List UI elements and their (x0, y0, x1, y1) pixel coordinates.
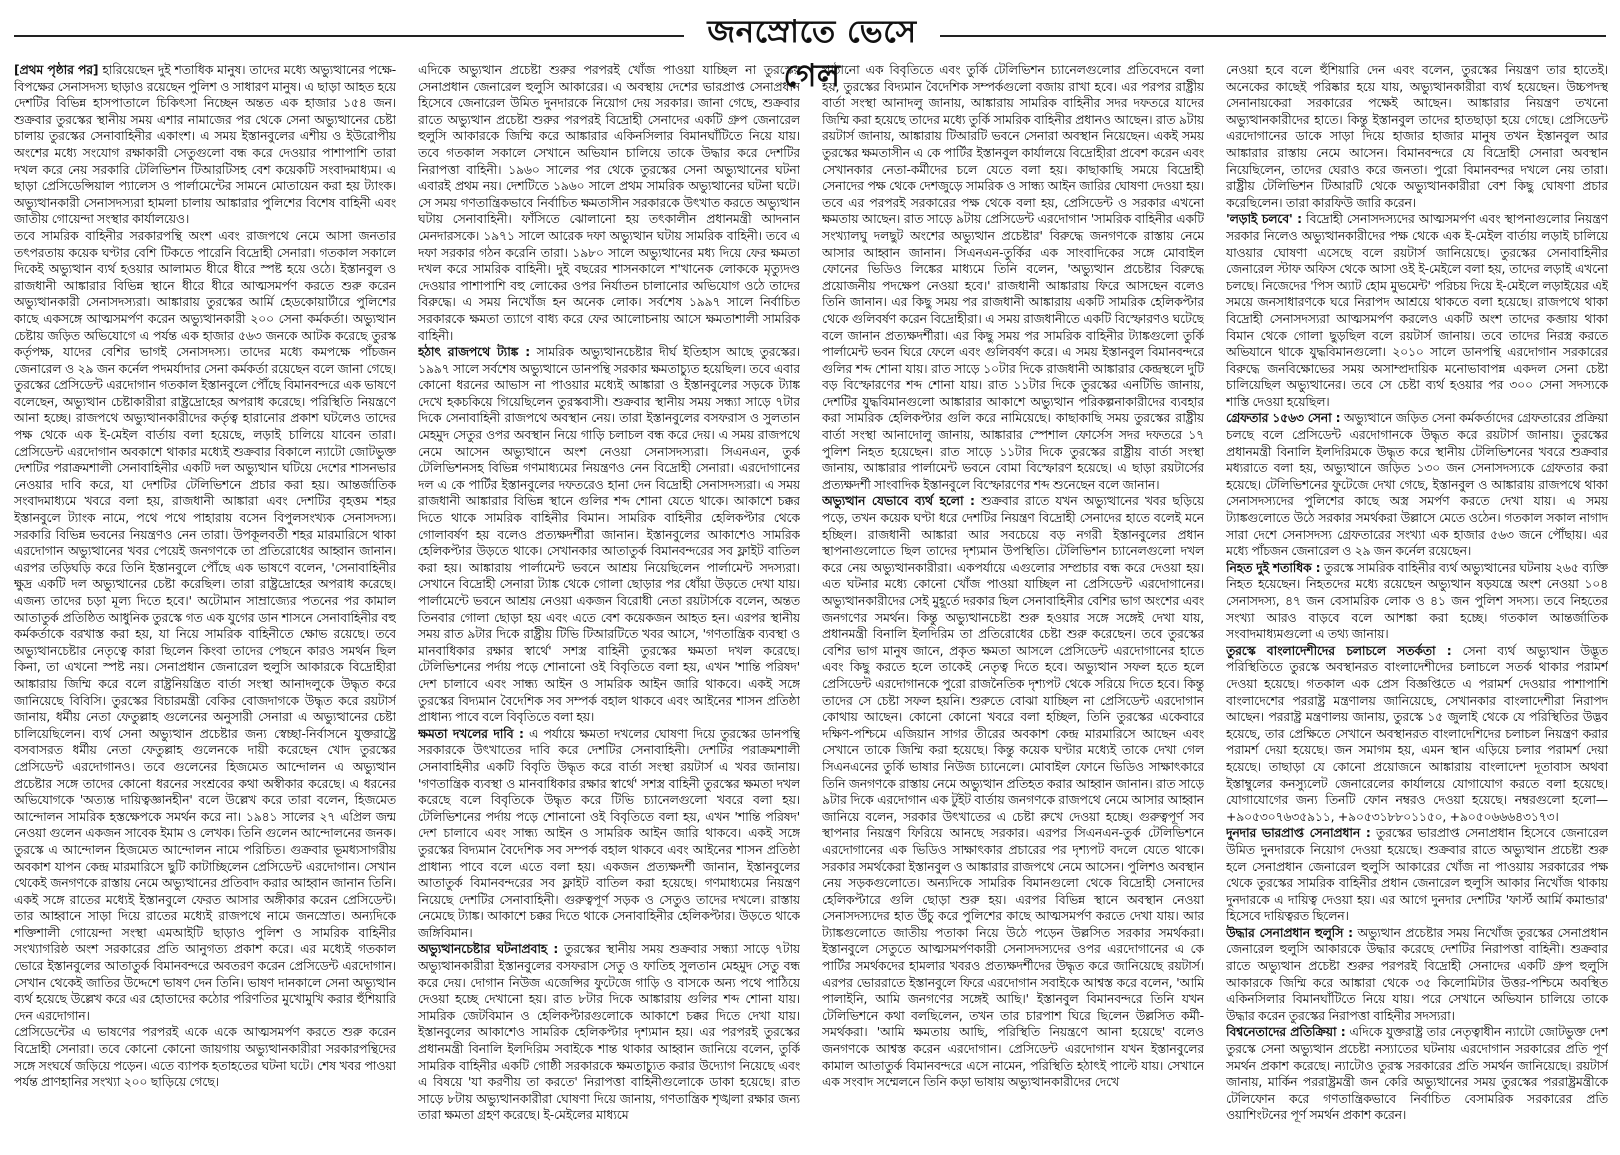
paragraph-text: তুরস্কে সামরিক বাহিনীর ব্যর্থ অভ্যুত্থানের ঘটনায় ২৬৫ ব্যক্তি নিহত হয়েছেন। নিহতদের মধ্যে রয়েছেন অভ্যুত্থান ষড়যন্ত্রে অংশ নেওয়া ১০৪ সেনাসদস্য, ৪৭ জন বেসামরিক লোক ও ৪১ জন পুলিশ সদস্য। তবে নিহতের সংখ্যা আরও বাড়বে বলে আশঙ্কা করা হচ্ছে। গতকাল আন্তর্জাতিক সংবাদমাধ্যমগুলো এ তথ্য জানায়। (1226, 560, 1608, 642)
headline-rule-right (940, 35, 1606, 37)
headline: জনস্রোতে ভেসে গেল (707, 14, 917, 94)
paragraph-text: নেওয়া হবে বলে হুঁশিয়ারি দেন এবং বলেন, তুরস্কের নিয়ন্ত্রণ তার হাতেই। অনেকের কাছেই পরিষ্কার হয়ে যায়, অভ্যুত্থানকারীরা ব্যর্থ হয়েছেন। উচ্চপদস্থ সেনানায়কেরা সরকারের পক্ষেই আছেন। আঙ্কারার নিয়ন্ত্রণ তখনো অভ্যুত্থানকারীদের হাতে। কিন্তু ইস্তানবুল তাদের হাতছাড়া হয়ে গেছে। প্রেসিডেন্ট এরদোগানের ডাকে সাড়া দিয়ে হাজার হাজার মানুষ তখন ইস্তানবুল আর আঙ্কারার রাস্তায় নেমে আসেন। বিমানবন্দরে যে বিদ্রোহী সেনারা অবস্থান নিয়েছিলেন, তাদের ঘেরাও করে জনতা। পুরো বিমানবন্দর দখলে নেয় তারা। রাষ্ট্রীয় টেলিভিশন টিআরটি থেকে অভ্যুত্থানকারীরা বেশ কিছু ঘোষণা প্রচার করেছিলেন। তারা কারফিউ জারি করেন। (1226, 63, 1608, 210)
article-paragraph (1226, 825, 1608, 925)
headline-rule-left (14, 35, 684, 37)
article-column-2 (418, 62, 800, 1150)
article-paragraph (14, 62, 396, 228)
paragraph-subhead: বিশ্বনেতাদের প্রতিক্রিয়া : (1226, 1025, 1346, 1040)
paragraph-text: এদিকে অভ্যুত্থান প্রচেষ্টা শুরুর পরপরই খোঁজ পাওয়া যাচ্ছিল না তুরস্কের সেনাপ্রধান জেনারেল হুলুসি আকারের। এ অবস্থায় দেশের ভারপ্রাপ্ত সেনাপ্রধান হিসেবে জেনারেল উমিত দুনদারকে নিয়োগ দেয় সরকার। জানা গেছে, শুক্রবার রাতে অভ্যুত্থান প্রচেষ্টা শুরুর পরপরই বিদ্রোহী সেনাদের একটি গ্রুপ জেনারেল হুলুসি আকারকে জিম্মি করে আঙ্কারার একিনসিলার বিমানঘাঁটিতে নিয়ে যায়। তবে গতকাল সকালে সেখানে অভিযান চালিয়ে তাকে উদ্ধার করে দেশটির নিরাপত্তা বাহিনী। ১৯৬০ সালের পর থেকে তুরস্কের সেনা অভ্যুত্থানের ঘটনা এবারই প্রথম নয়। দেশটিতে ১৯৬০ সালে প্রথম সামরিক অভ্যুত্থানের ঘটনা ঘটে। সে সময় গণতান্ত্রিকভাবে নির্বাচিত ক্ষমতাসীন সরকারকে উৎখাত করতে অভ্যুত্থান ঘটায় সেনাবাহিনী। ফাঁসিতে ঝোলানো হয় তৎকালীন প্রধানমন্ত্রী আদনান মেনদারসকে। ১৯৭১ সালে আরেক দফা অভ্যুত্থান ঘটায় সামরিক বাহিনী। তবে এ দফা সরকার গঠন করেনি তারা। ১৯৮০ সালে অভ্যুত্থানের মধ্য দিয়ে ফের ক্ষমতা দখল করে সামরিক বাহিনী। দুই বছরের শাসনকালে শ'খানেক লোককে মৃত্যুদণ্ড দেওয়ার পাশাপাশি বহু লোকের ওপর নির্যাতন চালানোর অভিযোগ ওঠে তাদের বিরুদ্ধে। এ সময় নিখোঁজ হন অনেক লোক। সর্বশেষ ১৯৯৭ সালে নির্বাচিত সরকারকে ক্ষমতা ত্যাগে বাধ্য করে ফের আলোচনায় আসে ক্ষমতাশালী সামরিক বাহিনী। (418, 63, 800, 343)
article-paragraph (418, 941, 800, 1124)
paragraph-text: তুরস্কের ভারপ্রাপ্ত সেনাপ্রধান হিসেবে জেনারেল উমিত দুনদারকে নিয়োগ দেওয়া হয়েছে। শুক্রবার রাতে অভ্যুত্থান প্রচেষ্টা শুরু হলে সেনাপ্রধান জেনারেল হুলুসি আকারের খোঁজ না পাওয়ায় সরকারের পক্ষ থেকে তুরস্কের সামরিক বাহিনীর প্রধান জেনারেল হুলুসি আকার নিখোঁজ থাকায় দুনদারকে এ দায়িত্ব দেওয়া হয়। এর আগে দুনদার দেশটির 'ফার্স্ট আর্মি কমান্ডার' হিসেবে দায়িত্বরত ছিলেন। (1226, 826, 1608, 924)
article-paragraph (822, 62, 1204, 493)
paragraph-text: তুরস্কের স্থানীয় সময় শুক্রবার সন্ধ্যা সাড়ে ৭টায় অভ্যুত্থানকারীরা ইস্তানবুলের বসফরাস সেতু ও ফাতিহ সুলতান মেহমুদ সেতু বন্ধ করে দেয়। দোগান নিউজ এজেন্সির ফুটেজে গাড়ি ও বাসকে অন্য পথে পাঠিয়ে দেওয়া হচ্ছে দেখানো হয়। রাত ৮টার দিকে আঙ্কারায় গুলির শব্দ শোনা যায়। সামরিক জেটবিমান ও হেলিকপ্টারগুলোকে আকাশে চক্কর দিতে দেখা যায়। ইস্তানবুলের আকাশেও সামরিক হেলিকপ্টার দৃশ্যমান হয়। এর পরপরই তুরস্কের প্রধানমন্ত্রী বিনালি ইলদিরিম সবাইকে শান্ত থাকার আহ্বান জানিয়ে বলেন, তুর্কি সামরিক বাহিনীর একটি গোষ্ঠী সরকারকে ক্ষমতাচ্যুত করার উদ্যোগ নিয়েছে এবং এ বিষয়ে 'যা করণীয় তা করতে' নিরাপত্তা বাহিনীগুলোকে ডাকা হয়েছে। রাত সাড়ে ৮টায় অভ্যুত্থানকারীরা ঘোষণা দিয়ে জানায়, গণতান্ত্রিক শৃঙ্খলা রক্ষার জন্য তারা ক্ষমতা গ্রহণ করেছে। ই-মেইলের মাধ্যমে (418, 942, 800, 1123)
paragraph-subhead: নিহত দুই শতাধিক : (1226, 560, 1321, 575)
article-column-4 (1226, 62, 1608, 1150)
paragraph-subhead: হঠাৎ রাজপথে ট্যাঙ্ক : (418, 345, 531, 360)
article-columns (14, 62, 1608, 1150)
paragraph-subhead: দুনদার ভারপ্রাপ্ত সেনাপ্রধান : (1226, 826, 1371, 841)
paragraph-subhead: [প্রথম পৃষ্ঠার পর] (14, 63, 99, 77)
article-paragraph (1226, 643, 1608, 826)
paragraph-text: হারিয়েছেন দুই শতাধিক মানুষ। তাদের মধ্যে অভ্যুত্থানের পক্ষে-বিপক্ষের সেনাসদস্য ছাড়াও রয়েছেন পুলিশ ও সাধারণ মানুষ। এ ছাড়া আহত হয়ে দেশটির বিভিন্ন হাসপাতালে চিকিৎসা নিচ্ছেন অন্তত এক হাজার ১৫৪ জন। শুক্রবার তুরস্কের স্থানীয় সময় এশার নামাজের পর থেকে সেনা অভ্যুত্থানের চেষ্টা চালায় তুরস্কের সেনাবাহিনীর একাংশ। এ সময় ইস্তানবুলের এশীয় ও ইউরোপীয় অংশের মধ্যে সংযোগ রক্ষাকারী সেতুগুলো বন্ধ করে দেওয়ার পাশাপাশি তারা দখল করে নেয় সরকারি টেলিভিশন টিআরটিসহ বেশ কয়েকটি সংবাদমাধ্যম। এ ছাড়া প্রেসিডেন্সিয়াল প্যালেস ও পার্লামেন্টের সামনে মোতায়েন করা হয় ট্যাংক। অভ্যুত্থানকারী সেনাসদস্যরা হামলা চালায় আঙ্কারার পুলিশের বিশেষ বাহিনী এবং জাতীয় গোয়েন্দা সংস্থার কার্যালয়েও। (14, 63, 396, 227)
article-paragraph (1226, 560, 1608, 643)
paragraph-text: অভ্যুত্থান প্রচেষ্টার সময় নিখোঁজ তুরস্কের সেনাপ্রধান জেনারেল হুলুসি আকারকে উদ্ধার করেছে দেশটির নিরাপত্তা বাহিনী। শুক্রবার রাতে অভ্যুত্থান প্রচেষ্টা শুরুর পরপরই বিদ্রোহী সেনাদের একটি গ্রুপ হুলুসি আকারকে জিম্মি করে আঙ্কারা থেকে ৩৫ কিলোমিটার উত্তর-পশ্চিমে অবস্থিত একিনসিলার বিমানঘাঁটিতে নিয়ে যায়। পরে সেখানে অভিযান চালিয়ে তাকে উদ্ধার করেন তুরস্কের নিরাপত্তা বাহিনীর সদস্যরা। (1226, 925, 1608, 1023)
paragraph-subhead: উদ্ধার সেনাপ্রধান হুলুসি : (1226, 925, 1353, 940)
paragraph-text: পাঠানো এক বিবৃতিতে এবং তুর্কি টেলিভিশন চ্যানেলগুলোর প্রতিবেদনে বলা হয়, তুরস্কের বিদ্যমান বৈদেশিক সম্পর্কগুলো বজায় রাখা হবে। এর পরপর রাষ্ট্রীয় বার্তা সংস্থা আনাদলু জানায়, আঙ্কারায় সামরিক বাহিনীর সদর দফতরে যাদের জিম্মি করা হয়েছে তাদের মধ্যে তুর্কি সামরিক বাহিনীর প্রধানও আছেন। রাত ৯টায় রয়টার্স জানায়, আঙ্কারায় টিআরটি ভবনে সেনারা অবস্থান নিয়েছেন। একই সময় তুরস্কের ক্ষমতাসীন এ কে পার্টির ইস্তানবুল কার্যালয়ে বিদ্রোহীরা প্রবেশ করেন এবং সেখানকার নেতা-কর্মীদের চলে যেতে বলা হয়। কাছাকাছি সময়ে বিদ্রোহী সেনাদের পক্ষ থেকে দেশজুড়ে সামরিক ও সান্ধ্য আইন জারির ঘোষণা দেওয়া হয়। তবে এর পরপরই সরকারের পক্ষ থেকে বলা হয়, প্রেসিডেন্ট ও সরকার এখনো ক্ষমতায় আছেন। রাত সাড়ে ৯টায় প্রেসিডেন্ট এরদোগান 'সামরিক বাহিনীর একটি সংখ্যালঘু দলছুট অংশের অভ্যুত্থান প্রচেষ্টার' বিরুদ্ধে জনগণকে রাস্তায় নেমে আসার আহ্বান জানান। সিএনএন-তুর্কির এক সাংবাদিকের সঙ্গে মোবাইল ফোনের ভিডিও লিঙ্কের মাধ্যমে তিনি বলেন, 'অভ্যুত্থান প্রচেষ্টার বিরুদ্ধে প্রয়োজনীয় পদক্ষেপ নেওয়া হবে।' রাজধানী আঙ্কারায় ফিরে আসছেন বলেও তিনি জানান। এর কিছু সময় পর রাজধানী আঙ্কারায় একটি সামরিক হেলিকপ্টার থেকে গুলিবর্ষণ করেন বিদ্রোহীরা। এ সময় রাজধানীতে একটি বিস্ফোরণও ঘটেছে বলে জানান প্রত্যক্ষদর্শীরা। এর কিছু সময় পর সামরিক বাহিনীর ট্যাঙ্কগুলো তুর্কি পার্লামেন্ট ভবন ঘিরে ফেলে এবং গুলিবর্ষণ করে। এ সময় ইস্তানবুল বিমানবন্দরে গুলির শব্দ শোনা যায়। রাত সাড়ে ১০টার দিকে রাজধানী আঙ্কারার কেন্দ্রস্থলে দুটি বড় বিস্ফোরণের শব্দ শোনা যায়। রাত ১১টার দিকে তুরস্কের এনটিভি জানায়, দেশটির যুদ্ধবিমানগুলো আঙ্কারার আকাশে অভ্যুত্থান পরিকল্পনাকারীদের ব্যবহার করা সামরিক হেলিকপ্টার গুলি করে নামিয়েছে। কাছাকাছি সময় তুরস্কের রাষ্ট্রীয় বার্তা সংস্থা আনাদোলু জানায়, আঙ্কারার স্পেশাল ফোর্সেস সদর দফতরে ১৭ পুলিশ নিহত হয়েছেন। রাত সাড়ে ১১টার দিকে তুরস্কের রাষ্ট্রীয় বার্তা সংস্থা জানায়, আঙ্কারার পার্লামেন্ট ভবনে বোমা বিস্ফোরণ হয়েছে। এ ছাড়া রয়টার্সের প্রত্যক্ষদর্শী সাংবাদিক ইস্তানবুলে বিস্ফোরণের শব্দ শুনেছেন বলে জানান। (822, 63, 1204, 492)
paragraph-text: অভ্যুত্থানে জড়িত সেনা কর্মকর্তাদের গ্রেফতারের প্রক্রিয়া চলছে বলে প্রেসিডেন্ট এরদোগানকে উদ্ধৃত করে রয়টার্স জানায়। তুরস্কের প্রধানমন্ত্রী বিনালি ইলদিরিমকে উদ্ধৃত করে স্থানীয় টেলিভিশনের খবরে শুক্রবার মধ্যরাতে বলা হয়, অভ্যুত্থানে জড়িত ১৩০ জন সেনাসদস্যকে গ্রেফতার করা হয়েছে। টেলিভিশনের ফুটেজে দেখা গেছে, ইস্তানবুল ও আঙ্কারায় রাজপথে থাকা সেনাসদস্যদের পুলিশের কাছে অস্ত্র সমর্পণ করতে দেখা যায়। এ সময় ট্যাঙ্কগুলোতে উঠে সরকার সমর্থকরা উল্লাসে মেতে ওঠেন। গতকাল সকাল নাগাদ সারা দেশে সেনাসদস্য গ্রেফতারের সংখ্যা এক হাজার ৫৬৩ জনে পৌঁছায়। এর মধ্যে পাঁচজন জেনারেল ও ২৯ জন কর্নেল রয়েছেন। (1226, 411, 1608, 559)
paragraph-text: সামরিক অভ্যুত্থানচেষ্টার দীর্ঘ ইতিহাস আছে তুরস্কের। ১৯৯৭ সালে সর্বশেষ অভ্যুত্থানে ডানপন্থি সরকার ক্ষমতাচ্যুত হয়েছিল। তবে এবার কোনো ধরনের আভাস না পাওয়ার মধ্যেই আঙ্কারা ও ইস্তানবুলের সড়কে ট্যাঙ্ক দেখে হকচকিয়ে গিয়েছিলেন তুরস্কবাসী। শুক্রবার স্থানীয় সময় সন্ধ্যা সাড়ে ৭টার দিকে সেনাবাহিনী রাজপথে অবস্থান নেয়। তারা ইস্তানবুলের বসফরাস ও সুলতান মেহমুদ সেতুর ওপর অবস্থান নিয়ে গাড়ি চলাচল বন্ধ করে দেয়। এ সময় রাজপথে নেমে আসেন অভ্যুত্থানে অংশ নেওয়া সেনাসদস্যরা। সিএনএন, তুর্ক টেলিভিশনসহ বিভিন্ন গণমাধ্যমের নিয়ন্ত্রণও নেন বিদ্রোহী সেনারা। এরদোগানের দল এ কে পার্টির ইস্তানবুলের দফতরেও হানা দেন বিদ্রোহী সেনাসদস্যরা। এ সময় রাজধানী আঙ্কারার বিভিন্ন স্থানে গুলির শব্দ শোনা যেতে থাকে। আকাশে চক্কর দিতে থাকে সামরিক বাহিনীর বিমান। সামরিক বাহিনীর হেলিকপ্টার থেকে গোলাবর্ষণ হয় বলেও প্রত্যক্ষদর্শীরা জানান। ইস্তানবুলের আকাশেও সামরিক হেলিকপ্টার উড়তে থাকে। সেখানকার আতাতুর্ক বিমানবন্দরের সব ফ্লাইট বাতিল করা হয়। আঙ্কারায় পার্লামেন্ট ভবনে আশ্রয় নিয়েছিলেন পার্লামেন্ট সদস্যরা। সেখানে বিদ্রোহী সেনারা ট্যাঙ্ক থেকে গোলা ছোড়ার পর ধোঁয়া উড়তে দেখা যায়। পার্লামেন্টে ভবনে আশ্রয় নেওয়া একজন বিরোধী নেতা রয়টার্সকে বলেন, অন্তত তিনবার গোলা ছোড়া হয় এবং এতে বেশ কয়েকজন আহত হন। এরপর স্থানীয় সময় রাত ৯টার দিকে রাষ্ট্রীয় টিভি টিআরটিতে খবর আসে, 'গণতান্ত্রিক ব্যবস্থা ও মানবাধিকার রক্ষার স্বার্থে' সশস্ত্র বাহিনী তুরস্কের ক্ষমতা দখল করেছে। টেলিভিশনের পর্দায় পড়ে শোনানো ওই বিবৃতিতে বলা হয়, এখন 'শান্তি পরিষদ' দেশ চালাবে এবং সান্ধ্য আইন ও সামরিক আইন জারি থাকবে। একই সঙ্গে তুরস্কের বিদ্যমান বৈদেশিক সব সম্পর্ক বহাল থাকবে এবং আইনের শাসন প্রতিষ্ঠা প্রাধান্য পাবে বলে বিবৃতিতে বলা হয়। (418, 345, 800, 725)
article-paragraph (418, 344, 800, 726)
article-paragraph (1226, 1024, 1608, 1124)
article-paragraph (14, 1024, 396, 1090)
article-paragraph (418, 62, 800, 344)
article-paragraph (418, 726, 800, 942)
article-paragraph (1226, 410, 1608, 559)
paragraph-text: বিদ্রোহী সেনাসদস্যদের আত্মসমর্পণ এবং স্থাপনাগুলোর নিয়ন্ত্রণ সরকার নিলেও অভ্যুত্থানকারীদের পক্ষ থেকে এক ই-মেইল বার্তায় লড়াই চালিয়ে যাওয়ার ঘোষণা এসেছে বলে রয়টার্স জানিয়েছে। তুরস্কের সেনাবাহিনীর জেনারেল স্টাফ অফিস থেকে আসা ওই ই-মেইলে বলা হয়, তাদের লড়াই এখনো চলছে। নিজেদের 'পিস অ্যাট হোম মুভমেন্ট' পরিচয় দিয়ে ই-মেইলে লড়াইয়ের এই সময়ে জনসাধারণকে ঘরে নিরাপদ আশ্রয়ে থাকতে বলা হয়েছে। রাজপথে থাকা বিদ্রোহী সেনাসদস্যরা আত্মসমর্পণ করলেও একটি অংশ তাদের কব্জায় থাকা বিমান থেকে গোলা ছুড়ছিল বলে রয়টার্স জানায়। তবে তাদের নিরস্ত্র করতে অভিযানে থাকে যুদ্ধবিমানগুলো। ২০১০ সালে ডানপন্থি এরদোগান সরকারের বিরুদ্ধে জনবিক্ষোভের সময় অসাম্প্রদায়িক মনোভাবাপন্ন একদল সেনা চেষ্টা চালিয়েছিল অভ্যুত্থানের। তবে সে চেষ্টা ব্যর্থ হওয়ার পর ৩০০ সেনা সদস্যকে শাস্তি দেওয়া হয়েছিল। (1226, 212, 1608, 409)
paragraph-text: এ পর্যায়ে ক্ষমতা দখলের ঘোষণা দিয়ে তুরস্কের ডানপন্থি সরকারকে উৎখাতের দাবি করে দেশটির সেনাবাহিনী। দেশটির পরাক্রমশালী সেনাবাহিনীর একটি বিবৃতি উদ্ধৃত করে বার্তা সংস্থা রয়টার্স এ খবর জানায়। 'গণতান্ত্রিক ব্যবস্থা ও মানবাধিকার রক্ষার স্বার্থে' সশস্ত্র বাহিনী তুরস্কের ক্ষমতা দখল করেছে বলে বিবৃতিকে উদ্ধৃত করে টিভি চ্যানেলগুলো খবরে বলা হয়। টেলিভিশনের পর্দায় পড়ে শোনানো ওই বিবৃতিতে বলা হয়, এখন 'শান্তি পরিষদ' দেশ চালাবে এবং সান্ধ্য আইন ও সামরিক আইন জারি থাকবে। একই সঙ্গে তুরস্কের বিদ্যমান বৈদেশিক সব সম্পর্ক বহাল থাকবে এবং আইনের শাসন প্রতিষ্ঠা প্রাধান্য পাবে বলে এতে বলা হয়। একজন প্রত্যক্ষদর্শী জানান, ইস্তানবুলের আতাতুর্ক বিমানবন্দরের সব ফ্লাইট বাতিল করা হয়েছে। গণমাধ্যমের নিয়ন্ত্রণ নিয়েছে দেশটির সেনাবাহিনী। গুরুত্বপূর্ণ সড়ক ও সেতুও তাদের দখলে। রাস্তায় নেমেছে ট্যাঙ্ক। আকাশে চক্কর দিতে থাকে সেনাবাহিনীর হেলিকপ্টার। উড়তে থাকে জঙ্গিবিমান। (418, 726, 800, 940)
paragraph-text: এদিকে যুক্তরাষ্ট্র তার নেতৃত্বাধীন ন্যাটো জোটভুক্ত দেশ তুরস্কে সেনা অভ্যুত্থান প্রচেষ্টা নস্যাতের ঘটনায় এরদোগান সরকারের প্রতি পূর্ণ সমর্থন প্রকাশ করেছে। ন্যাটোও তুরস্ক সরকারের প্রতি সমর্থন জানিয়েছে। রয়টার্স জানায়, মার্কিন পররাষ্ট্রমন্ত্রী জন কেরি অভ্যুত্থানের সময় তুরস্কের পররাষ্ট্রমন্ত্রীকে টেলিফোন করে গণতান্ত্রিকভাবে নির্বাচিত বেসামরিক সরকারের প্রতি ওয়াশিংটনের পূর্ণ সমর্থন প্রকাশ করেন। (1226, 1025, 1608, 1123)
article-paragraph (1226, 925, 1608, 1025)
article-column-3 (822, 62, 1204, 1150)
paragraph-text: তবে সামরিক বাহিনীর সরকারপন্থি অংশ এবং রাজপথে নেমে আসা জনতার তৎপরতায় কয়েক ঘণ্টার বেশি টিকতে পারেনি বিদ্রোহী সেনারা। গতকাল সকালে দিকেই অভ্যুত্থান ব্যর্থ হওয়ার আলামত ধীরে ধীরে স্পষ্ট হয়ে ওঠে। ইস্তানবুল ও রাজধানী আঙ্কারার বিভিন্ন স্থানে ধীরে ধীরে আত্মসমর্পণ করতে শুরু করেন অভ্যুত্থানকারী সেনাসদস্যরা। আঙ্কারায় তুরস্কের আর্মি হেডকোয়ার্টারে পুলিশের কাছে একসঙ্গে আত্মসমর্পণ করেন অভ্যুত্থানকারী ২০০ সেনা কর্মকর্তা। অভ্যুত্থান চেষ্টায় জড়িত অভিযোগে এ পর্যন্ত এক হাজার ৫৬৩ জনকে আটক করেছে তুরস্ক কর্তৃপক্ষ, যাদের বেশির ভাগই সেনাসদস্য। তাদের মধ্যে কমপক্ষে পাঁচজন জেনারেল ও ২৯ জন কর্নেল পদমর্যাদার সেনা কর্মকর্তা রয়েছেন বলে জানা গেছে। তুরস্কের প্রেসিডেন্ট এরদোগান গতকাল ইস্তানবুলে পৌঁছে বিমানবন্দরে এক ভাষণে বলেছেন, অভ্যুত্থান চেষ্টাকারীরা রাষ্ট্রদ্রোহের অপরাধ করেছে। পরিস্থিতি নিয়ন্ত্রণে আনা হচ্ছে। রাজপথে অভ্যুত্থানকারীদের কর্তৃত্ব হারানোর প্রকাশ ঘটলেও তাদের পক্ষ থেকে এক ই-মেইল বার্তায় বলা হয়েছে, লড়াই চালিয়ে যাবেন তারা। প্রেসিডেন্ট এরদোগান অবকাশে থাকার মধ্যেই শুক্রবার বিকালে ন্যাটো জোটভুক্ত দেশটির পরাক্রমশালী সেনাবাহিনীর একটি দল অভ্যুত্থান ঘটিয়ে দেশের শাসনভার নেওয়ার দাবি করে, যা দেশটির টেলিভিশনে প্রচার করা হয়। আন্তর্জাতিক সংবাদমাধ্যমে খবরে বলা হয়, রাজধানী আঙ্কারা এবং দেশটির বৃহত্তম শহর ইস্তানবুলে ট্যাংক নামে, পথে পথে পাহারায় বসেন বিপুলসংখ্যক সেনাসদস্য। সরকারি বিভিন্ন ভবনের নিয়ন্ত্রণও নেন তারা। উপকূলবর্তী শহর মারমারিসে থাকা এরদোগান অভ্যুত্থানের খবর পেয়েই জনগণকে তা প্রতিরোধের আহ্বান জানান। এরপর তড়িঘড়ি করে তিনি ইস্তানবুলে পৌঁছে এক ভাষণে বলেন, 'সেনাবাহিনীর ক্ষুদ্র একটি দল অভ্যুত্থানের চেষ্টা করেছিল। তারা রাষ্ট্রদ্রোহের অপরাধ করেছে। এজন্য তাদের চড়া মূল্য দিতে হবে।' অটোমান সাম্রাজ্যের পতনের পর কামাল আতাতুর্ক প্রতিষ্ঠিত আধুনিক তুরস্কে গত এক যুগের ডান শাসনে সেনাবাহিনীর বহু কর্মকর্তাকে বরখাস্ত করা হয়, যা নিয়ে সামরিক বাহিনীতে ক্ষোভ রয়েছে। তবে অভ্যুত্থানচেষ্টার নেতৃত্বে কারা ছিলেন কিংবা তাদের পেছনে কারও সমর্থন ছিল কিনা, তা এখনো স্পষ্ট নয়। সেনাপ্রধান জেনারেল হুলুসি আকারকে বিদ্রোহীরা আঙ্কারায় জিম্মি করে বলে রাষ্ট্রনিয়ন্ত্রিত বার্তা সংস্থা আনাদলুকে উদ্ধৃত করে জানিয়েছে বিবিসি। তুরস্কের বিচারমন্ত্রী বেকির বোজদাগকে উদ্ধৃত করে রয়টার্স জানায়, ধর্মীয় নেতা ফেতুল্লাহ গুলেনের অনুসারী সেনারা এ অভ্যুত্থানের চেষ্টা চালিয়েছিলেন। ব্যর্থ সেনা অভ্যুত্থান প্রচেষ্টার জন্য স্বেচ্ছা-নির্বাসনে যুক্তরাষ্ট্রে বসবাসরত ধর্মীয় নেতা ফেতুল্লাহ গুলেনকে দায়ী করেছেন খোদ তুরস্কের প্রেসিডেন্ট এরদোগানও। তবে গুলেনের হিজমেত আন্দোলন এ অভ্যুত্থান প্রচেষ্টার সঙ্গে তাদের কোনো ধরনের সংশ্রবের কথা অস্বীকার করেছে। এ ধরনের অভিযোগকে 'অত্যন্ত দায়িত্বজ্ঞানহীন' বলে উল্লেখ করে তারা বলেন, হিজমেত আন্দোলন সামরিক হস্তক্ষেপকে সমর্থন করে না। ১৯৪১ সালের ২৭ এপ্রিল জন্ম নেওয়া গুলেন একজন সাবেক ইমাম ও লেখক। তিনি গুলেন আন্দোলনের জনক। তুরস্কে এ আন্দোলন হিজমেত আন্দোলন নামে পরিচিত। গুক্রবার ভূমধ্যসাগরীয় অবকাশ যাপন কেন্দ্র মারমারিসে ছুটি কাটাচ্ছিলেন প্রেসিডেন্ট এরদোগান। সেখান থেকেই জনগণকে রাস্তায় নেমে অভ্যুত্থানের প্রতিবাদ করার আহ্বান জানান তিনি। একই সঙ্গে রাতের মধ্যেই ইস্তানবুলে ফেরত আসার অঙ্গীকার করেন প্রেসিডেন্ট। তার আহ্বানে সাড়া দিয়ে রাতের মধ্যেই রাজপথে নামে জনস্রোত। অন্যদিকে শক্তিশালী গোয়েন্দা সংস্থা এমআইটি ছাড়াও পুলিশ ও সামরিক বাহিনীর সংখ্যাগরিষ্ঠ অংশ সরকারের প্রতি আনুগত্য প্রকাশ করে। এর মধ্যেই গতকাল ভোরে ইস্তানবুলের আতাতুর্ক বিমানবন্দরে অবতরণ করেন প্রেসিডেন্ট এরদোগান। সেখান থেকেই জাতির উদ্দেশে ভাষণ দেন তিনি। ভাষণ দানকালে সেনা অভ্যুত্থান ব্যর্থ হয়েছে উল্লেখ করে এর হোতাদের কঠোর পরিণতির মুখোমুখি করার হুঁশিয়ারি দেন এরদোগান। (14, 228, 396, 1023)
article-column-1 (14, 62, 396, 1150)
paragraph-subhead: অভ্যুত্থানচেষ্টার ঘটনাপ্রবাহ : (418, 942, 559, 957)
paragraph-text: শুক্রবার রাতে যখন অভ্যুত্থানের খবর ছড়িয়ে পড়ে, তখন কয়েক ঘণ্টা ধরে দেশটির নিয়ন্ত্রণ বিদ্রোহী সেনাদের হাতে বলেই মনে হচ্ছিল। রাজধানী আঙ্কারা আর সবচেয়ে বড় নগরী ইস্তানবুলের প্রধান স্থাপনাগুলোতে ছিল তাদের দৃশ্যমান উপস্থিতি। টেলিভিশন চ্যানেলগুলো দখল করে নেয় অভ্যুত্থানকারীরা। একপর্যায়ে এগুলোর সম্প্রচার বন্ধ করে দেওয়া হয়। এত ঘটনার মধ্যে কোনো খোঁজ পাওয়া যাচ্ছিল না প্রেসিডেন্ট এরদোগানের। অভ্যুত্থানকারীদের সেই মুহূর্তে দরকার ছিল সেনাবাহিনীর বেশির ভাগ অংশের এবং জনগণের সমর্থন। কিন্তু অভ্যুত্থানচেষ্টা শুরু হওয়ার সঙ্গে সঙ্গেই দেখা যায়, প্রধানমন্ত্রী বিনালি ইলদিরিম তা প্রতিরোধের চেষ্টা শুরু করেছেন। তবে তুরস্কের বেশির ভাগ মানুষ জানে, প্রকৃত ক্ষমতা আসলে প্রেসিডেন্ট এরদোগানের হাতে এবং কিছু করতে হলে তাকেই নেতৃত্ব দিতে হবে। অভ্যুত্থান সফল হতে হলে প্রেসিডেন্ট এরদোগানকে পুরো রাজনৈতিক দৃশ্যপট থেকে সরিয়ে দিতে হবে। কিন্তু তাদের সে চেষ্টা সফল হয়নি। শুরুতে বোঝা যাচ্ছিল না প্রেসিডেন্ট এরদোগান কোথায় আছেন। কোনো কোনো খবরে বলা হচ্ছিল, তিনি তুরস্কের একেবারে দক্ষিণ-পশ্চিমে এজিয়ান সাগর তীরের অবকাশ কেন্দ্র মারমারিসে আছেন এবং সেখানে তাকে জিম্মি করা হয়েছে। কিন্তু কয়েক ঘণ্টার মধ্যেই তাকে দেখা গেল সিএনএনের তুর্কি ভাষার নিউজ চ্যানেলে। মোবাইল ফোনে ভিডিও সাক্ষাৎকারে তিনি জনগণকে রাস্তায় নেমে অভ্যুত্থান প্রতিহত করার আহ্বান জানান। রাত সাড়ে ৯টার দিকে এরদোগান এক টুইট বার্তায় জনগণকে রাজপথে নেমে আসার আহ্বান জানিয়ে বলেন, সরকার উৎখাতের এ চেষ্টা রুখে দেওয়া হচ্ছে। গুরুত্বপূর্ণ সব স্থাপনার নিয়ন্ত্রণ ফিরিয়ে আনছে সরকার। এরপর সিএনএন-তুর্ক টেলিভিশনে এরদোগানের এক ভিডিও সাক্ষাৎকার প্রচারের পর দৃশ্যপট বদলে যেতে থাকে। সরকার সমর্থকেরা ইস্তানবুল ও আঙ্কারার রাজপথে নেমে আসেন। পুলিশও অবস্থান নেয় সড়কগুলোতে। অন্যদিকে সামরিক বিমানগুলো থেকে বিদ্রোহী সেনাদের হেলিকপ্টারে গুলি ছোড়া শুরু হয়। এরপর বিভিন্ন স্থানে অবস্থান নেওয়া সেনাসদস্যদের হাত উঁচু করে পুলিশের কাছে আত্মসমর্পণ করতে দেখা যায়। আর ট্যাঙ্কগুলোতে জাতীয় পতাকা নিয়ে উঠে পড়েন উল্লসিত সরকার সমর্থকরা। ইস্তানবুলে সেতুতে আত্মসমর্পণকারী সেনাসদস্যদের ওপর এরদোগানের এ কে পার্টির সমর্থকদের হামলার খবরও প্রত্যক্ষদর্শীদের উদ্ধৃত করে জানিয়েছে রয়টার্স। এরপর ভোররাতে ইস্তানবুলে ফিরে এরদোগান সবাইকে আশ্বস্ত করে বলেন, 'আমি পালাইনি, আমি জনগণের সঙ্গেই আছি।' ইস্তানবুল বিমানবন্দরে তিনি যখন টেলিভিশনে কথা বলছিলেন, তখন তার চারপাশ ঘিরে ছিলেন উল্লসিত কর্মী-সমর্থকরা। 'আমি ক্ষমতায় আছি, পরিস্থিতি নিয়ন্ত্রণে আনা হয়েছে' বলেও জনগণকে আশ্বস্ত করেন এরদোগান। প্রেসিডেন্ট এরদোগান যখন ইস্তানবুলের কামাল আতাতুর্ক বিমানবন্দরে এসে নামেন, পরিস্থিতি হঠাৎই পাল্টে যায়। সেখানে এক সংবাদ সম্মেলনে তিনি কড়া ভাষায় অভ্যুত্থানকারীদের দেখে (822, 494, 1204, 1090)
article-paragraph (14, 228, 396, 1025)
paragraph-subhead: তুরস্কে বাংলাদেশীদের চলাচলে সতর্কতা : (1226, 643, 1452, 658)
article-paragraph (822, 493, 1204, 1090)
article-paragraph (1226, 211, 1608, 410)
paragraph-text: প্রেসিডেন্টের এ ভাষণের পরপরই একে একে আত্মসমর্পণ করতে শুরু করেন বিদ্রোহী সেনারা। তবে কোনো কোনো জায়গায় অভ্যুত্থানকারীরা সরকারপন্থিদের সঙ্গে সংঘর্ষে জড়িয়ে পড়েন। এতে ব্যাপক হতাহতের ঘটনা ঘটে। শেষ খবর পাওয়া পর্যন্ত প্রাণহানির সংখ্যা ২০০ ছাড়িয়ে গেছে। (14, 1025, 396, 1090)
paragraph-subhead: অভ্যুত্থান যেভাবে ব্যর্থ হলো : (822, 494, 975, 509)
paragraph-subhead: 'লড়াই চলবে' : (1226, 212, 1302, 227)
paragraph-subhead: গ্রেফতার ১৫৬৩ সেনা : (1226, 411, 1341, 426)
paragraph-subhead: ক্ষমতা দখলের দাবি : (418, 726, 524, 741)
paragraph-text: সেনা ব্যর্থ অভ্যুত্থান উদ্ভূত পরিস্থিতিতে তুরস্কে অবস্থানরত বাংলাদেশীদের চলাচলে সতর্ক থাকার পরামর্শ দেওয়া হয়েছে। গতকাল এক প্রেস বিজ্ঞপ্তিতে এ পরামর্শ দেওয়ার পাশাপাশি বাংলাদেশের পররাষ্ট্র মন্ত্রণালয় জানিয়েছে, সেখানকার বাংলাদেশীরা নিরাপদ আছেন। পররাষ্ট্র মন্ত্রণালয় জানায়, তুরস্কে ১৫ জুলাই থেকে যে পরিস্থিতির উদ্ভব হয়েছে, তার প্রেক্ষিতে সেখানে অবস্থানরত বাংলাদেশিদের চলাচল নিয়ন্ত্রণ করার পরামর্শ দেয়া হয়েছে। জন সমাগম হয়, এমন স্থান এড়িয়ে চলার পরামর্শ দেয়া হয়েছে। তাছাড়া যে কোনো প্রয়োজনে আঙ্কারায় বাংলাদেশ দূতাবাস অথবা ইস্তাম্বুলের কনস্যুলেট জেনারেলের কার্যালয়ে যোগাযোগ করতে বলা হয়েছে। যোগাযোগের জন্য তিনটি ফোন নম্বরও দেওয়া হয়েছে। নম্বরগুলো হলো— +৯০৫৩০৭৬৩৫৯১১, +৯০৫৩১৮৮০১১৫০, +৯০৫০৬৬৬৪৩১৭৩। (1226, 643, 1608, 824)
article-paragraph (1226, 62, 1608, 211)
